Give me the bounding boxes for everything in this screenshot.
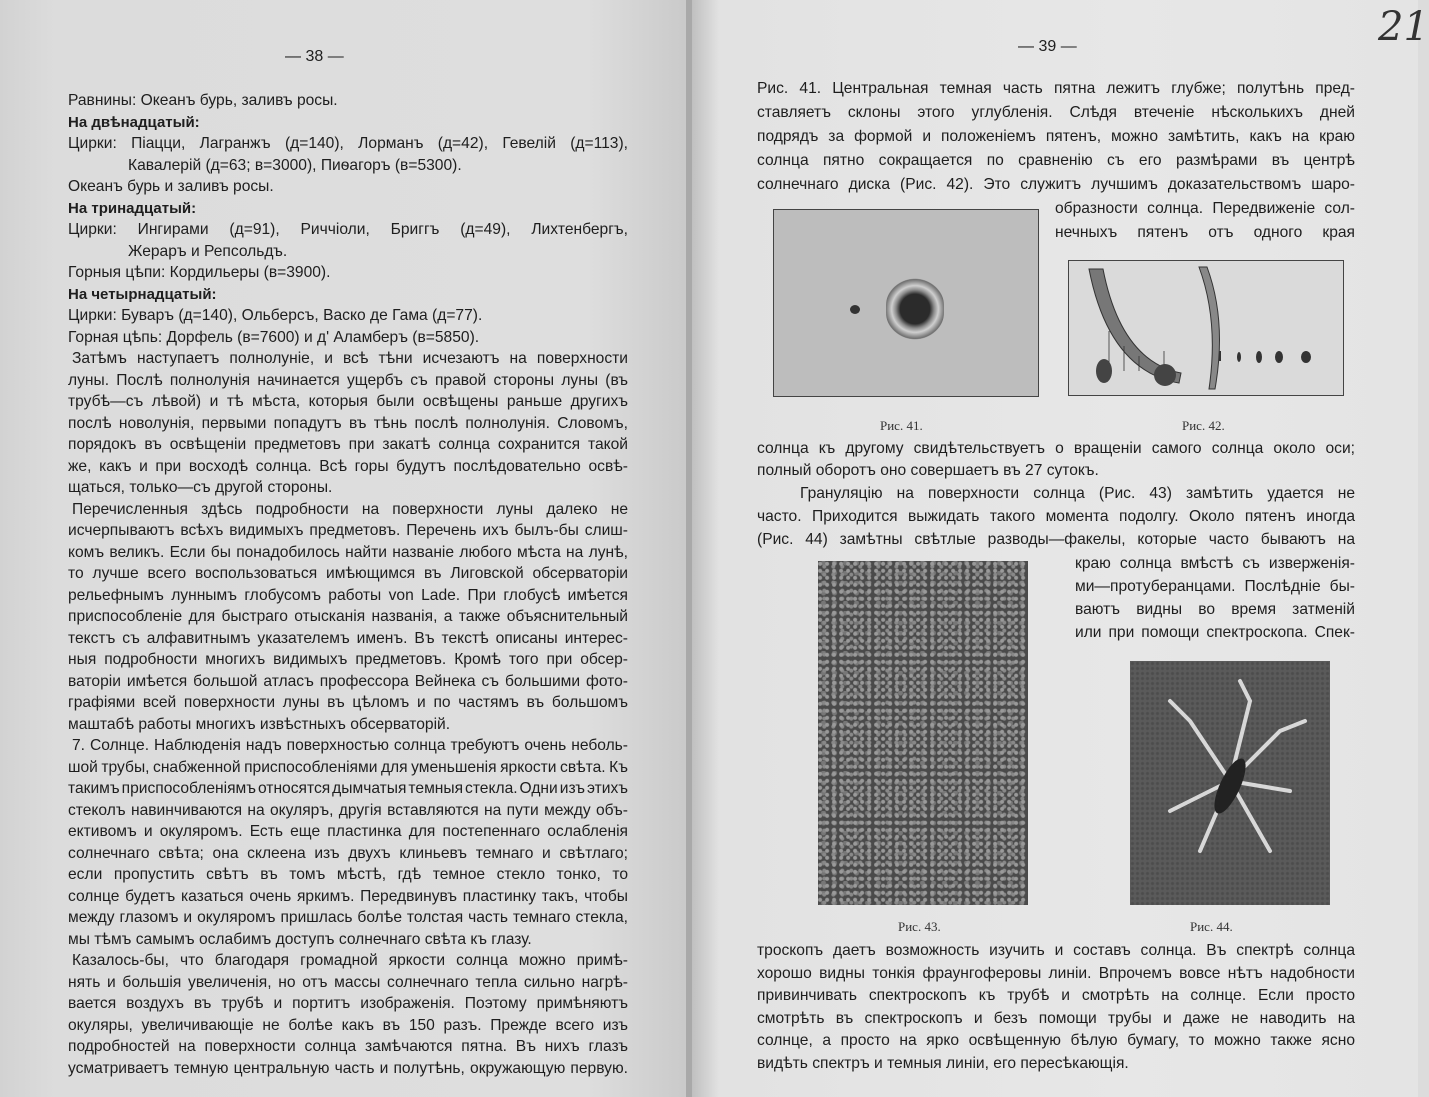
text-line: 7. Солнце. Наблюденія надъ поверхностью солнца требуютъ очень неболь- — [72, 737, 628, 754]
text-line: такимъ приспособленіямъ относятся дымчатыя темныя стекла. Одни изъ этихъ — [68, 780, 628, 797]
text-line: хорошо видны тонкія фраунгоферовы линіи. Впрочемъ вовсе нѣтъ надобности — [757, 964, 1355, 982]
text-line: подрядъ за формой и положеніемъ пятенъ, можно замѣтить, какъ на краю — [757, 128, 1355, 145]
small-sunspot-mark — [850, 305, 860, 314]
text-line: Цирки: Ингирами (д=91), Риччіоли, Бриггъ (д=49), Лихтенбергъ, — [68, 221, 628, 238]
text-line: ставляетъ склоны этого углубленія. Слѣдя втеченіе нѣсколькихъ дней — [757, 104, 1355, 121]
text-line: луны. Послѣ полнолунія начинается ущербъ съ правой стороны луны (въ — [68, 371, 628, 389]
text-line: рельефнымъ луннымъ глобусомъ работы von Lade. При глобусѣ имѣется — [68, 586, 628, 604]
text-line: образности солнца. Передвиженіе сол- — [1055, 200, 1355, 217]
text-line: приспособленіе для быстраго отысканія названія, а также объяснительный — [68, 608, 628, 625]
sunspot-mark — [886, 278, 944, 340]
text-line: или при помощи спектроскопа. Спек- — [1075, 624, 1355, 641]
section-heading: На тринадцатый: — [68, 199, 197, 217]
text-line: между глазомъ и окуляромъ пришлась болѣе толстая часть темнаго стекла, — [68, 909, 628, 926]
text-line: стеколъ навинчиваются на окуляръ, другія вставляются на пути между объ- — [68, 801, 628, 819]
text-line: трубѣ—съ лѣвой) и тѣ мѣста, которыя были освѣщены раньше другихъ — [68, 393, 628, 410]
figure-43-caption: Рис. 43. — [898, 919, 941, 934]
sun-rotation-diagram — [1069, 261, 1343, 395]
text-line: нечныхъ пятенъ отъ одного края — [1055, 224, 1355, 241]
text-line: если пропустить свѣтъ въ томъ мѣстѣ, гдѣ темное стекло тонко, то — [68, 866, 628, 883]
text-line: ваютъ видны во время затменій — [1075, 601, 1355, 618]
text-line: видѣть спектръ и темныя линіи, его пересѣкающія. — [757, 1055, 1129, 1072]
handwritten-folio-number: 21 — [1378, 4, 1429, 50]
section-heading: На двѣнадцатый: — [68, 113, 200, 131]
text-line: текстъ съ алфавитнымъ указателемъ именъ. Въ текстѣ описаны интерес- — [68, 629, 628, 647]
text-line: Горныя цѣпи: Кордильеры (в=3900). — [68, 264, 331, 281]
book-spine — [686, 0, 692, 1097]
text-line: Рис. 41. Центральная темная часть пятна лежитъ глубже; полутѣнь пред- — [757, 80, 1355, 97]
figure-42-caption: Рис. 42. — [1182, 418, 1225, 433]
text-line: Равнины: Океанъ бурь, заливъ росы. — [68, 92, 338, 109]
text-line: солнечнаго свѣта; она склеена изъ двухъ клиньевъ темнаго и свѣтлаго; — [68, 844, 628, 862]
text-line: краю солнца вмѣстѣ съ изверженія- — [1075, 555, 1355, 572]
text-line: Кавалерій (д=63; в=3000), Пиѳагоръ (в=5300). — [128, 156, 462, 174]
text-line: Цирки: Буваръ (д=140), Ольберсъ, Васко де Гама (д=77). — [68, 307, 483, 324]
text-line: ми—протуберанцами. Послѣдніе бы- — [1075, 578, 1355, 595]
text-line: (Рис. 44) замѣтны свѣтлые разводы—факелы, которые часто бываютъ на — [757, 531, 1355, 548]
text-line: солнца пятно сокращается по сравненію съ его размѣрами въ центрѣ — [757, 152, 1355, 169]
text-line: привинчивать спектроскопъ къ трубѣ и смотрѣть на солнце. Если просто — [757, 987, 1355, 1005]
text-line: троскопъ даетъ возможность изучить и составъ солнца. Въ спектрѣ солнца — [757, 942, 1355, 959]
text-line: Перечисленныя здѣсь подробности на поверхности луны далеко не — [72, 500, 628, 518]
text-line: подробностей на поверхности солнца замѣчаются пятна. Въ нихъ глазъ — [68, 1038, 628, 1055]
figure-41-sunspot-image — [773, 209, 1039, 397]
text-line: Цирки: Піацци, Лагранжъ (д=140), Лорманъ (д=42), Гевелій (д=113), — [68, 135, 628, 152]
text-line: Горная цѣпь: Дорфель (в=7600) и д' Аламберъ (в=5850). — [68, 328, 480, 346]
text-line: Казалось-бы, что благодаря громадной яркости солнца можно примѣ- — [72, 952, 628, 969]
figure-42-sunspot-diagram — [1068, 260, 1344, 396]
text-line: смотрѣть въ спектроскопъ и безъ помощи трубы и даже не наводить на — [757, 1009, 1355, 1027]
text-line: щаться, только—съ другой стороны. — [68, 479, 333, 496]
text-line: графіями всей поверхности луны въ цѣломъ и по частямъ въ большомъ — [68, 694, 628, 711]
text-line: усматриваетъ темную центральную часть и полутѣнь, окружающую первую. — [68, 1059, 628, 1077]
text-line: ныя подробности многихъ видимыхъ предметовъ. Кромѣ того при обсер- — [68, 651, 628, 668]
faculae-pattern — [1130, 661, 1330, 905]
figure-43-solar-granulation-photo — [818, 561, 1028, 905]
text-line: исчерпываютъ всѣхъ видимыхъ предметовъ. Перечень ихъ былъ-бы слиш- — [68, 522, 628, 539]
text-line: ваторіи имѣется большой атласъ профессора Вейнека съ большими фото- — [68, 672, 628, 690]
text-line: же, какъ и при восходѣ солнца. Всѣ горы будутъ послѣдовательно освѣ- — [68, 457, 628, 475]
text-line: солнца къ другому свидѣтельствуетъ о вращеніи самого солнца около оси; — [757, 440, 1355, 457]
text-line: Грануляцію на поверхности солнца (Рис. 43) замѣтить удается не — [800, 485, 1355, 502]
text-line: то лучше всего воспользоваться имѣющимся въ Лиговской обсерваторіи — [68, 565, 628, 582]
text-line: Жераръ и Репсольдъ. — [128, 242, 288, 260]
text-line: мы тѣмъ самымъ ослабимъ доступъ солнечнаго свѣта къ глазу. — [68, 930, 532, 948]
section-heading: На четырнадцатый: — [68, 285, 217, 303]
figure-44-solar-faculae-photo — [1130, 661, 1330, 905]
text-line: часто. Приходится выжидать такого момента подолгу. Около пятенъ иногда — [757, 508, 1355, 525]
text-line: Затѣмъ наступаетъ полнолуніе, и всѣ тѣни исчезаютъ на поверхности — [72, 350, 628, 367]
figure-41-caption: Рис. 41. — [880, 418, 923, 433]
text-line: маштабѣ работы многихъ извѣстныхъ обсерваторій. — [68, 715, 451, 733]
text-line: нять и большія увеличенія, но отъ массы солнечнаго тепла сильно нагрѣ- — [68, 973, 628, 991]
text-line: полный оборотъ оно совершаетъ въ 27 сутокъ. — [757, 462, 1099, 479]
text-line: порядокъ въ освѣщеніи предметовъ при закатѣ солнца сохранится такой — [68, 436, 628, 453]
text-line: ективомъ и окуляромъ. Есть еще пластинка для постепеннаго ослабленія — [68, 823, 628, 840]
text-line: солнечнаго диска (Рис. 42). Это служитъ лучшимъ доказательствомъ шаро- — [757, 176, 1355, 193]
text-line: окуляры, увеличивающіе не болѣе какъ въ 150 разъ. Прежде всего изъ — [68, 1016, 628, 1034]
text-line: послѣ новолунія, первыми попадутъ въ тѣнь послѣ полнолунія. Словомъ, — [68, 414, 628, 432]
figure-44-caption: Рис. 44. — [1190, 919, 1233, 934]
text-line: солнце, а просто на ярко освѣщенную бѣлую бумагу, то можно также ясно — [757, 1032, 1355, 1050]
text-line: комъ великъ. Если бы понадобилось найти названіе любого мѣста на лунѣ, — [68, 543, 628, 561]
text-line: вается воздухъ въ трубѣ и портитъ изображенія. Поэтому примѣняютъ — [68, 995, 628, 1012]
text-line: шой трубы, снабженной приспособленіями для уменьшенія яркости свѣта. Къ — [68, 758, 628, 776]
right-page-number: — 39 — — [1018, 38, 1077, 55]
text-line: солнце будетъ казаться очень яркимъ. Передвинувъ пластинку такъ, чтобы — [68, 887, 628, 905]
left-page-number: — 38 — — [285, 48, 344, 65]
text-line: Океанъ бурь и заливъ росы. — [68, 178, 274, 195]
